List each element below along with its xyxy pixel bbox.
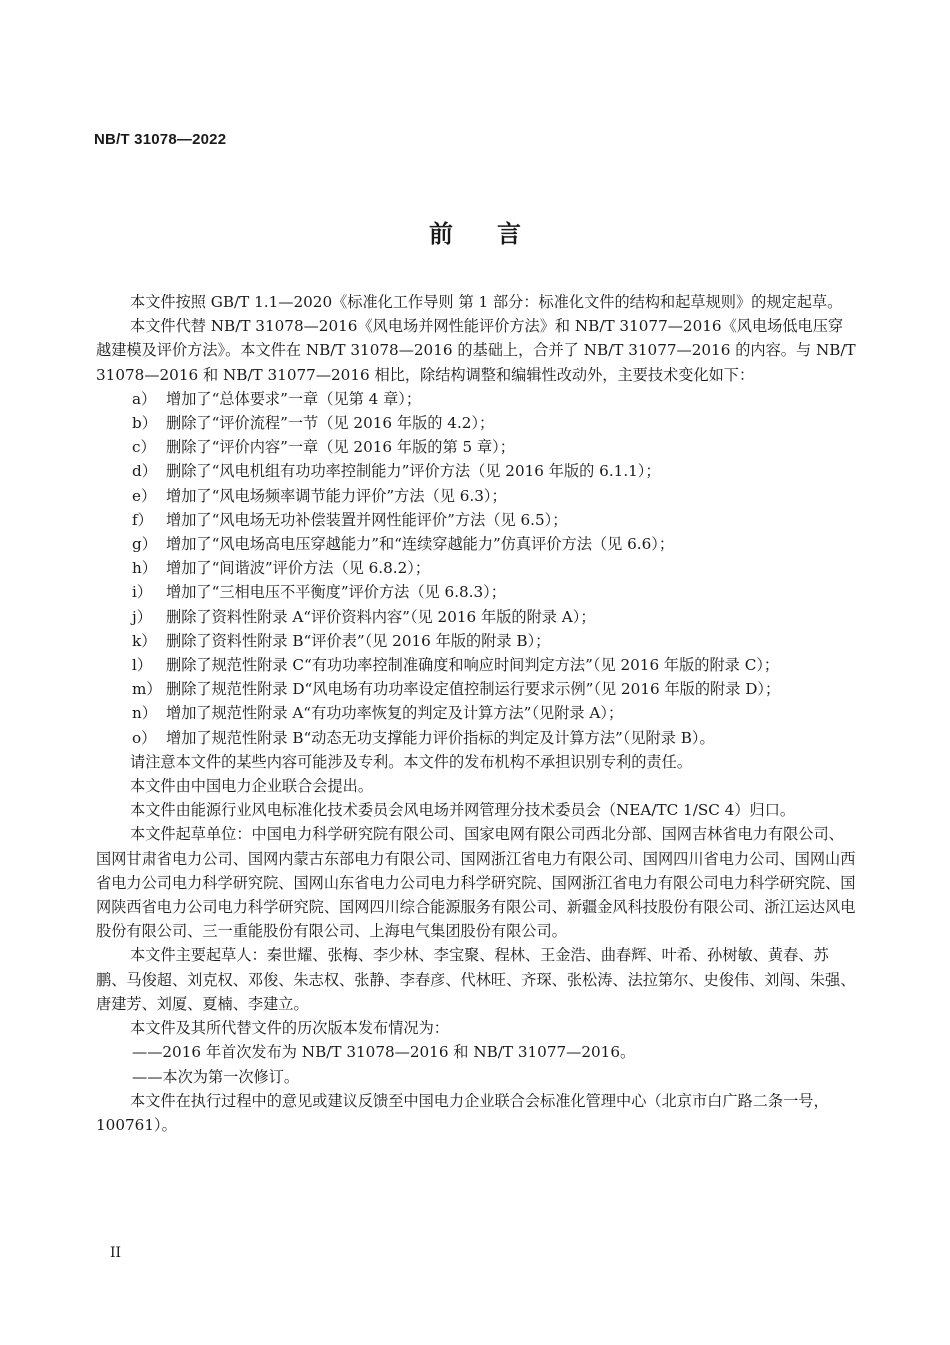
list-marker: d）	[132, 462, 157, 481]
list-marker: k）	[132, 631, 157, 650]
paragraph-drafting-rules: 本文件按照 GB/T 1.1—2020《标准化工作导则 第 1 部分：标准化文件的结构和起草规则》的规定起草。	[130, 293, 843, 311]
list-item	[96, 580, 856, 604]
list-item-text: 增加了“间谐波”评价方法（见 6.8.2）；	[166, 559, 431, 578]
list-marker: g）	[132, 535, 157, 554]
list-marker: o）	[132, 728, 157, 747]
paragraph-proposer: 本文件由中国电力企业联合会提出。	[130, 777, 373, 796]
list-marker: l）	[132, 656, 153, 675]
paragraph-replacement: 本文件代替 NB/T 31078—2016《风电场并网性能评价方法》和 NB/T 31077—2016《风电场低电压穿越建模及评价方法》。本文件在 NB/T 31078—2016 的基础上，合并了 NB/T 31077—2016 的内容。与 NB/T 31078—2016 和 NB/T 31077—2016 相比，除结构调整和编辑性改动外，主要技术变化如下：	[96, 317, 856, 384]
list-marker: h）	[132, 559, 157, 578]
list-item-text: 删除了“评价内容”一章（见 2016 年版的第 5 章）；	[166, 438, 515, 457]
list-marker: m）	[132, 680, 162, 699]
history-item: ——2016 年首次发布为 NB/T 31078—2016 和 NB/T 31077—2016。	[132, 1043, 636, 1062]
list-item	[96, 701, 856, 725]
list-item-text: 删除了资料性附录 B“评价表”（见 2016 年版的附录 B）；	[166, 631, 551, 650]
list-item	[96, 605, 856, 629]
list-item	[96, 629, 856, 653]
list-item-text: 增加了“风电场无功补偿装置并网性能评价”方法（见 6.5）；	[166, 510, 568, 529]
paragraph-patent-notice: 请注意本文件的某些内容可能涉及专利。本文件的发布机构不承担识别专利的责任。	[130, 752, 692, 771]
paragraph-feedback: 本文件在执行过程中的意见或建议反馈至中国电力企业联合会标准化管理中心（北京市白广路二条一号，100761）。	[96, 1091, 829, 1134]
list-item-text: 删除了资料性附录 A“评价资料内容”（见 2016 年版的附录 A）；	[166, 607, 596, 626]
history-item: ——本次为第一次修订。	[132, 1067, 300, 1086]
list-item	[96, 653, 856, 677]
list-item-text: 增加了“三相电压不平衡度”评价方法（见 6.8.3）；	[166, 583, 506, 602]
page-number: II	[110, 1245, 122, 1261]
list-item	[96, 387, 856, 411]
list-item	[96, 677, 856, 701]
list-item	[96, 508, 856, 532]
list-marker: f）	[132, 510, 153, 529]
list-item-text: 删除了“评价流程”一节（见 2016 年版的 4.2）；	[166, 414, 495, 433]
list-marker: a）	[132, 389, 157, 408]
document-number: NB/T 31078—2022	[94, 131, 227, 148]
list-marker: b）	[132, 414, 157, 433]
paragraph-technical-committee: 本文件由能源行业风电标准化技术委员会风电场并网管理分技术委员会（NEA/TC 1/SC 4）归口。	[130, 801, 796, 820]
list-item	[96, 435, 856, 459]
list-item-text: 删除了“风电机组有功功率控制能力”评价方法（见 2016 年版的 6.1.1）；	[166, 462, 661, 481]
list-item-text: 增加了“总体要求”一章（见第 4 章）；	[166, 389, 422, 408]
list-item	[96, 556, 856, 580]
changes-list	[96, 387, 856, 750]
list-marker: c）	[132, 438, 156, 457]
list-item	[96, 459, 856, 483]
list-item-text: 增加了“风电场频率调节能力评价”方法（见 6.3）；	[166, 486, 507, 505]
list-item	[96, 411, 856, 435]
list-item-text: 增加了规范性附录 A“有功功率恢复的判定及计算方法”（见附录 A）；	[166, 704, 624, 723]
list-marker: i）	[132, 583, 153, 602]
page-title: 前言	[429, 220, 565, 248]
list-marker: j）	[132, 607, 152, 626]
list-marker: n）	[132, 704, 157, 723]
list-item-text: 增加了“风电场高电压穿越能力”和“连续穿越能力”仿真评价方法（见 6.6）；	[166, 535, 675, 554]
paragraph-drafters: 本文件主要起草人：秦世耀、张梅、李少林、李宝聚、程林、王金浩、曲春辉、叶希、孙树敏、黄春、苏鹏、马俊超、刘克权、邓俊、朱志权、张静、李春彦、代林旺、齐琛、张松涛、法拉第尔、史俊伟、刘闯、朱强、唐建芳、刘厦、夏楠、李建立。	[96, 946, 856, 1013]
list-item	[96, 532, 856, 556]
paragraph-version-history: 本文件及其所代替文件的历次版本发布情况为：	[130, 1019, 449, 1038]
list-item	[96, 726, 856, 750]
list-marker: e）	[132, 486, 157, 505]
list-item-text: 删除了规范性附录 C“有功功率控制准确度和响应时间判定方法”（见 2016 年版的附录 C）；	[166, 656, 780, 675]
list-item-text: 增加了规范性附录 B“动态无功支撑能力评价指标的判定及计算方法”（见附录 B）。	[166, 728, 715, 747]
list-item	[96, 484, 856, 508]
foreword-body	[96, 290, 856, 1137]
list-item-text: 删除了规范性附录 D“风电场有功功率设定值控制运行要求示例”（见 2016 年版的附录 D）；	[166, 680, 781, 699]
paragraph-drafting-units: 本文件起草单位：中国电力科学研究院有限公司、国家电网有限公司西北分部、国网吉林省电力有限公司、国网甘肃省电力公司、国网内蒙古东部电力有限公司、国网浙江省电力有限公司、国网四川省电力公司、国网山西省电力公司电力科学研究院、国网山东省电力公司电力科学研究院、国网浙江省电力有限公司电力科学研究院、国网陕西省电力公司电力科学研究院、国网四川综合能源服务有限公司、新疆金风科技股份有限公司、浙江运达风电股份有限公司、三一重能股份有限公司、上海电气集团股份有限公司。	[96, 825, 856, 941]
